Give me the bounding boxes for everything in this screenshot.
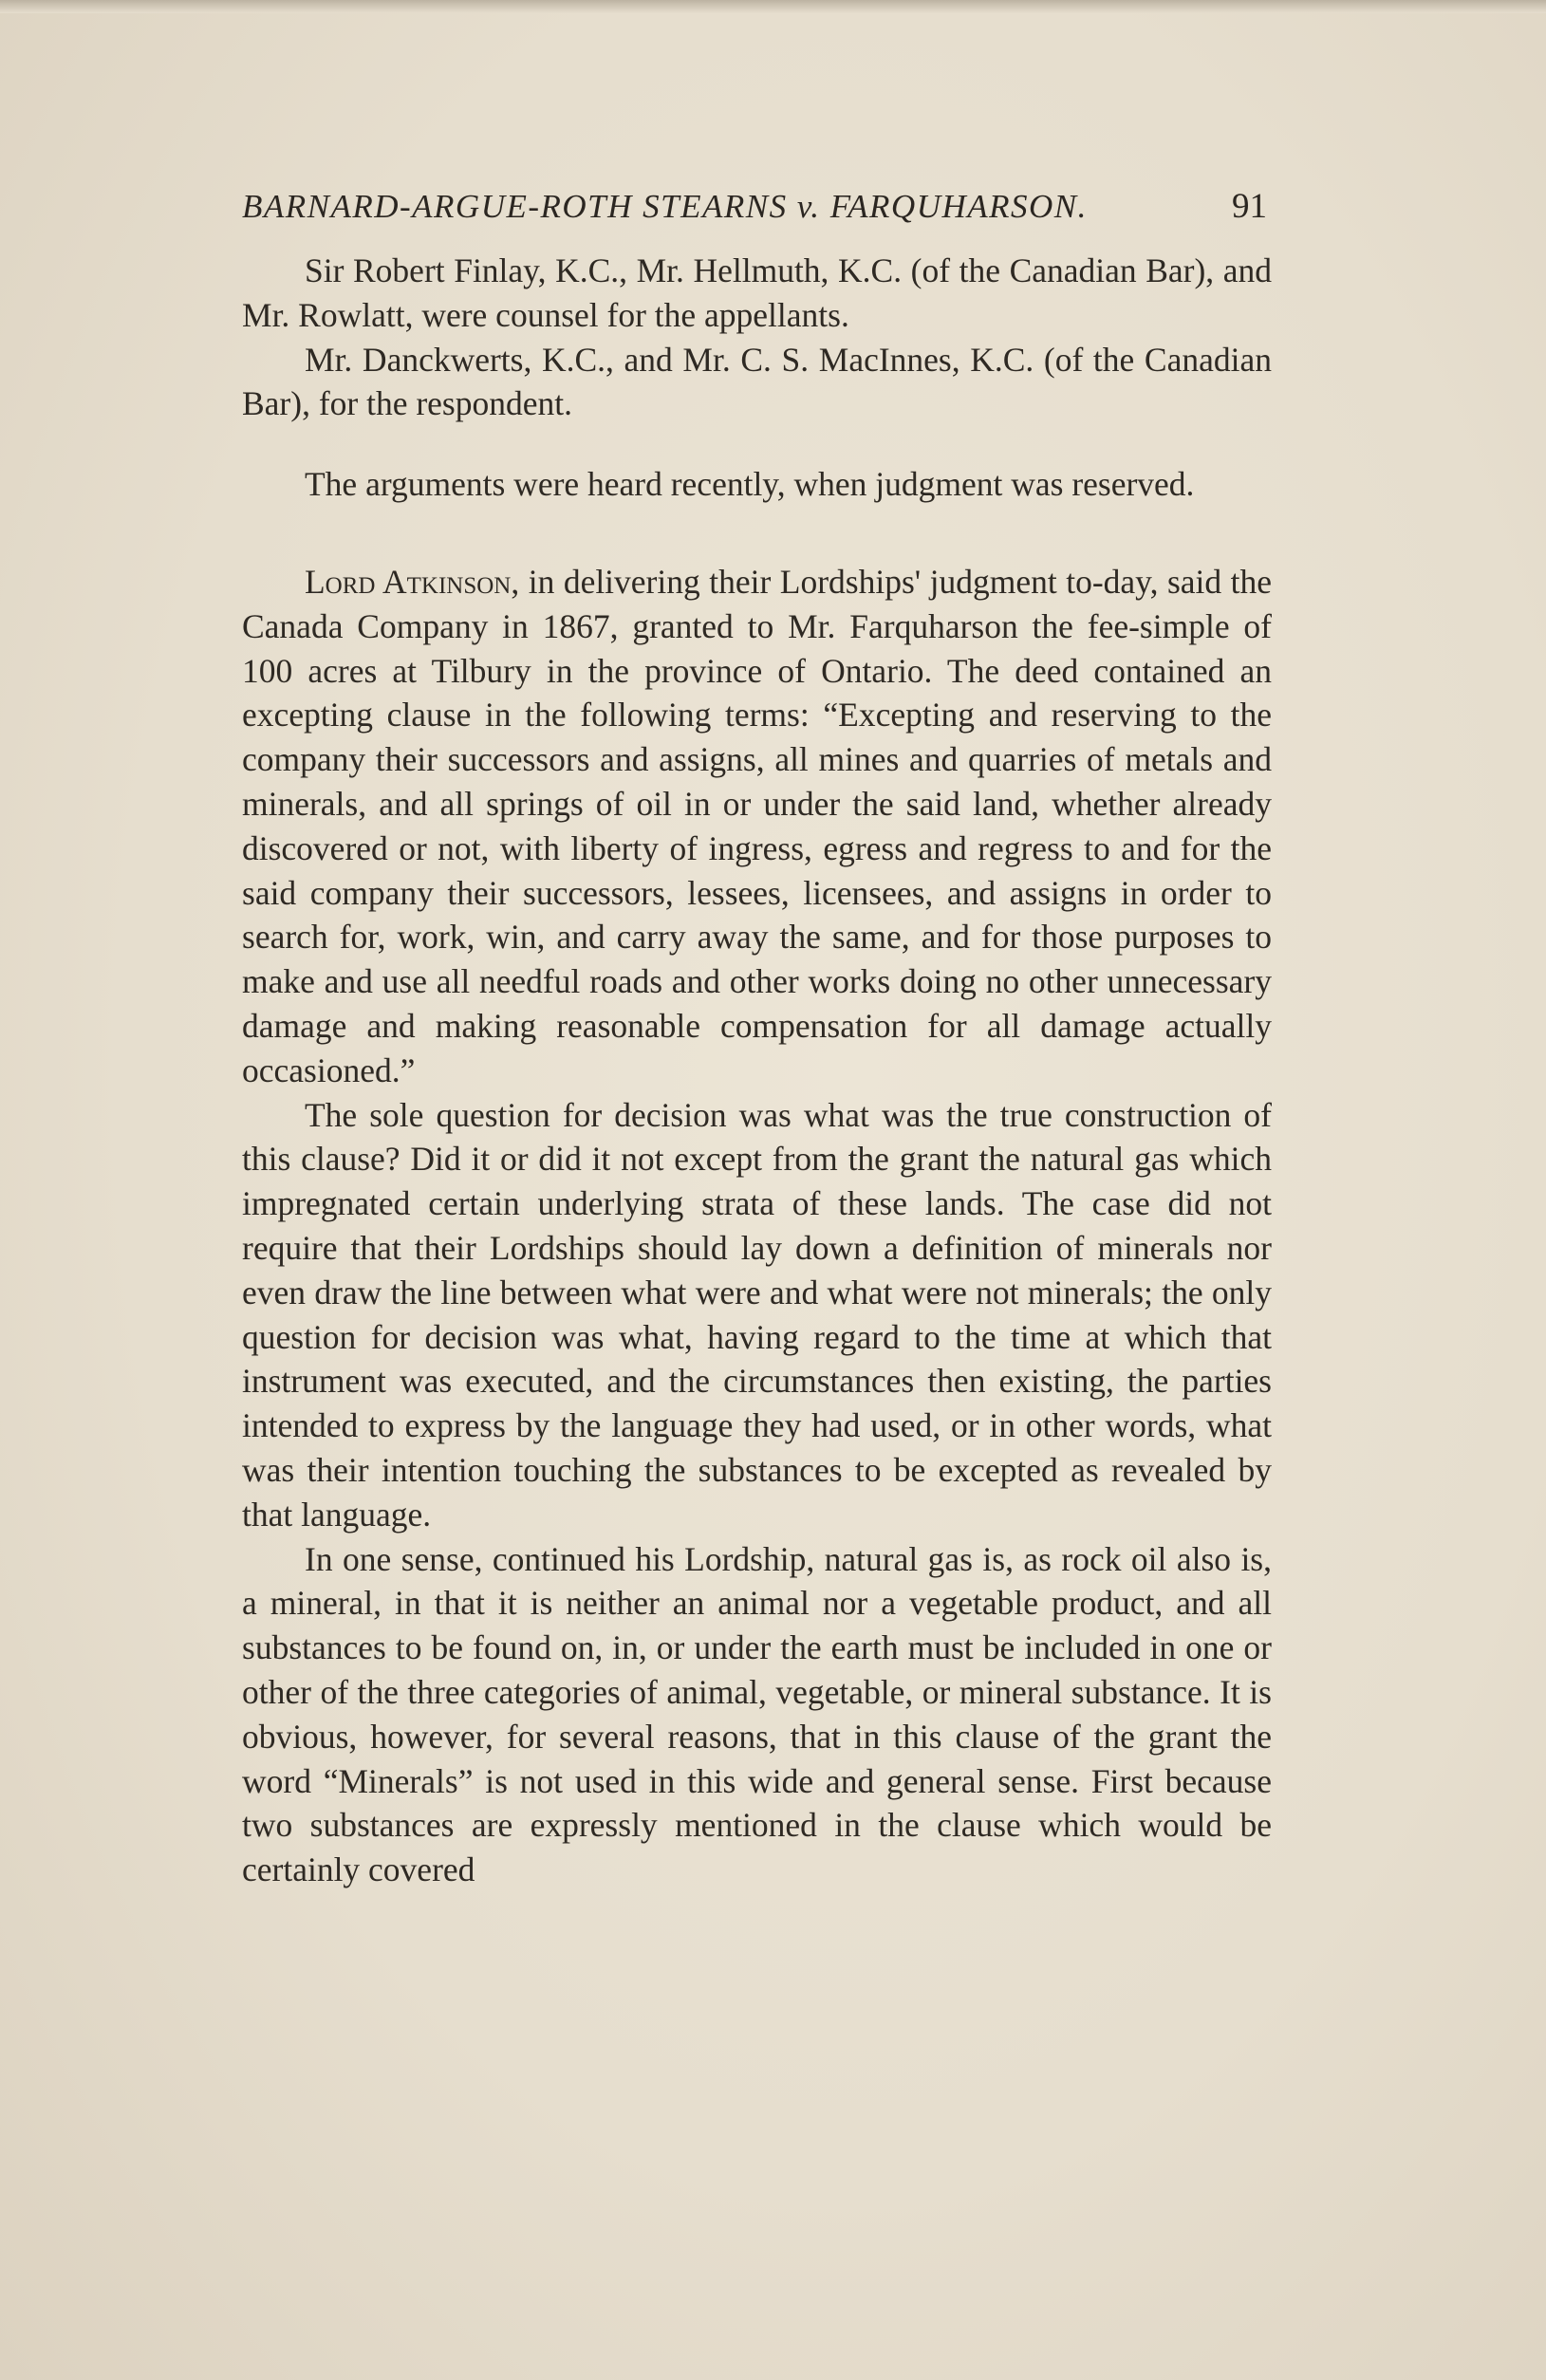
judgment-paragraph-2: The sole question for decision was what was the true construction of this clause? Did it or did it not except from the grant the natural gas which impregnated certain underlying strata of these lands. The case did not require that their Lordships should lay down a definition of minerals nor even draw the line between what were and what were not minerals; the only question for decision was what, having regard to the time at which that instrument was executed, and the circumstances then existing, the parties intended to express by the language they had used, or in other words, what was their intention touching the substances to be excepted as revealed by that language. <box>242 1095 1272 1534</box>
judgment-paragraph-1 <box>242 560 1272 1093</box>
judgment-paragraph-1-text: in delivering their Lordships' judgment to-day, said the Canada Company in 1867, granted to Mr. Farquharson the fee-simple of 100 acres at Tilbury in the province of Ontario. The deed contained an excepting clause in the following terms: “Excepting and reserving to the company their successors and assigns, all mines and quarries of metals and minerals, and all springs of oil in or under the said land, whether already discovered or not, with liberty of ingress, egress and regress to and for the said company their successors, lessees, licensees, and assigns in order to search for, work, win, and carry away the same, and for those purposes to make and use all needful roads and other works doing no other unnecessary damage and making reasonable compensation for all damage actually occasioned.” <box>242 562 1272 1089</box>
body-text <box>242 249 1272 1892</box>
running-header <box>242 186 1267 227</box>
running-title: BARNARD-ARGUE-ROTH STEARNS v. FARQUHARSON. <box>242 188 1088 225</box>
counsel-respondent: Mr. Danckwerts, K.C., and Mr. C. S. MacInnes, K.C. (of the Canadian Bar), for the respondent. <box>242 340 1272 423</box>
counsel-appellants: Sir Robert Finlay, K.C., Mr. Hellmuth, K.C. (of the Canadian Bar), and Mr. Rowlatt, were counsel for the appellants. <box>242 251 1272 334</box>
page-number: 91 <box>1232 187 1267 226</box>
judgment-paragraph-3: In one sense, continued his Lordship, natural gas is, as rock oil also is, a mineral, in that it is neither an animal nor a vegetable product, and all substances to be found on, in, or under the earth must be included in one or other of the three categories of animal, vegetable, or mineral substance. It is obvious, however, for several reasons, that in this clause of the grant the word “Minerals” is not used in this wide and general sense. First because two substances are expressly mentioned in the clause which would be certainly covered <box>242 1539 1272 1889</box>
arguments-note: The arguments were heard recently, when judgment was reserved. <box>305 465 1195 504</box>
judge-name: Lord Atkinson, <box>305 562 520 601</box>
page-top-edge <box>0 0 1546 13</box>
